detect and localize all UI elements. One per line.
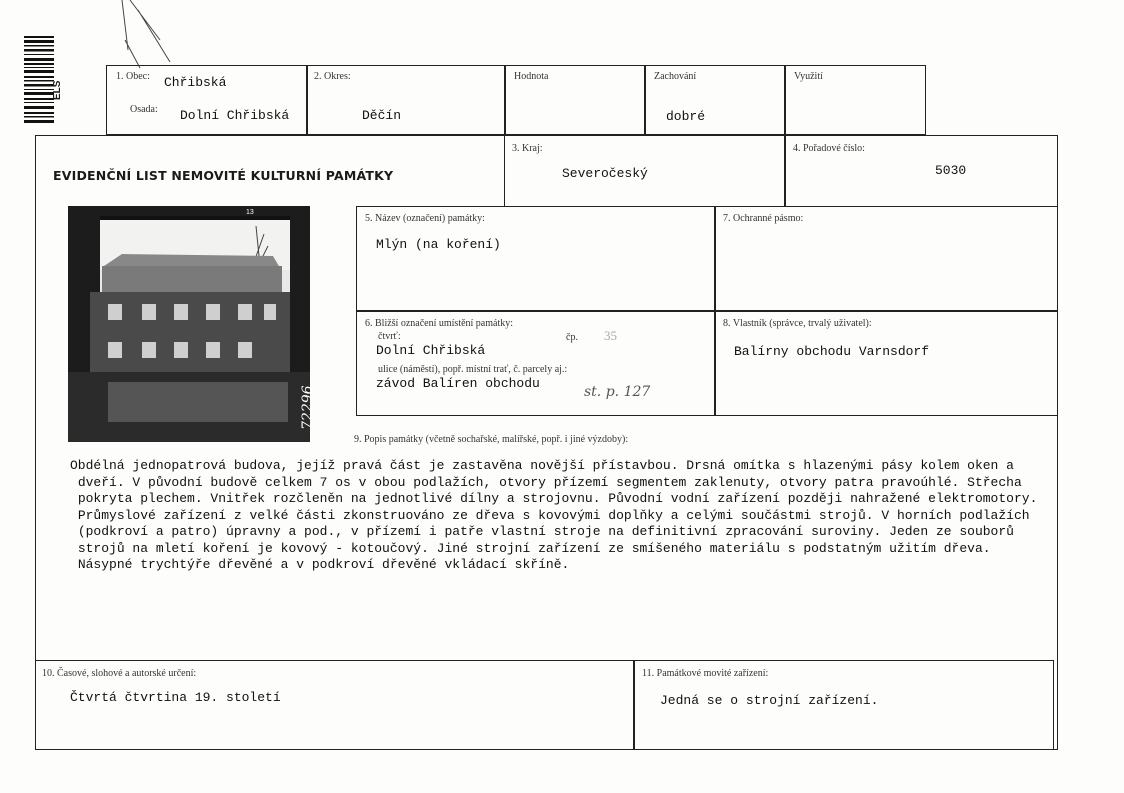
urceni-label: 10. Časové, slohové a autorské určení: (42, 668, 197, 679)
osada-value: Dolní Chřibská (180, 108, 290, 123)
hodnota-label: Hodnota (514, 71, 549, 82)
ctvrt-value: Dolní Chřibská (376, 343, 486, 358)
description-text: Obdélná jednopatrová budova, jejíž pravá část je zastavěna novější přístavbou. Drsná omítka s hlazenými pásy kolem oken a dveří. V původní budově celkem 7 os v obou podlažích, otvory přízemí segmentem zaklenuty, otvory patra pravoúhlé. Střecha pokryta plechem. Vnitřek rozčleněn na jednotlivé dílny a strojovnu. Původní vodní zařízení později nahražené elektromotory. Průmyslové zařízení z velké části zkonstruováno ze dřeva s kovovými doplňky a celými součástmi strojů. V horních podlažích (podkroví a patro) úpravny a pod., v přízemí i patře vlastní stroje na definitivní zpracování suroviny. Jeden ze souborů strojů na mletí koření je kovový - kotoučový. Jiné strojní zařízení ze smíšeného materiálu s podstatným užitím dřeva. Násypné trychtýře dřevěné a v podkroví dřevěné vkládací skříně. (70, 458, 1038, 572)
kraj-label: 3. Kraj: (512, 143, 543, 154)
kraj-value: Severočeský (562, 166, 648, 181)
poradove-label: 4. Pořadové číslo: (793, 143, 865, 154)
osada-label: Osada: (130, 104, 158, 115)
cp-value: 35 (604, 328, 617, 343)
pasmo-label: 7. Ochranné pásmo: (723, 213, 804, 224)
ulice-label: ulice (náměstí), popř. místní trať, č. parcely aj.: (378, 364, 568, 375)
cp-label: čp. (566, 332, 578, 343)
barcode (24, 36, 54, 126)
nazev-value: Mlýn (na koření) (376, 237, 501, 252)
urceni-value: Čtvrtá čtvrtina 19. století (70, 690, 281, 705)
parcela-handwritten: st. p. 127 (584, 384, 651, 400)
building-photo (68, 206, 310, 442)
zarizeni-value: Jedná se o strojní zařízení. (660, 693, 879, 708)
zarizeni-label: 11. Památkové movité zařízení: (642, 668, 769, 679)
photo-number: 72296 (300, 385, 316, 430)
ctvrt-label: čtvrť: (378, 331, 401, 342)
nazev-label: 5. Název (označení) památky: (365, 213, 485, 224)
zachovani-label: Zachování (654, 71, 697, 82)
vlastnik-label: 8. Vlastník (správce, trvalý uživatel): (723, 318, 872, 329)
okres-label: 2. Okres: (314, 71, 351, 82)
sidebar-code: ELS (52, 80, 63, 100)
poradove-value: 5030 (935, 163, 967, 178)
obec-value: Chřibská (164, 75, 227, 90)
description-label: 9. Popis památky (včetně sochařské, malířské, popř. i jiné výzdoby): (354, 434, 629, 445)
form-title: EVIDENČNÍ LIST NEMOVITÉ KULTURNÍ PAMÁTKY (53, 168, 394, 183)
obec-label: 1. Obec: (116, 71, 150, 82)
okres-value: Děčín (362, 108, 402, 123)
photo-corner-mark: 13 (246, 209, 254, 216)
vyuziti-label: Využití (794, 71, 823, 82)
umisteni-label: 6. Bližší označení umístění památky: (365, 318, 514, 329)
zachovani-value: dobré (666, 109, 706, 124)
ulice-value: závod Balíren obchodu (376, 376, 540, 391)
vlastnik-value: Balírny obchodu Varnsdorf (734, 344, 930, 359)
